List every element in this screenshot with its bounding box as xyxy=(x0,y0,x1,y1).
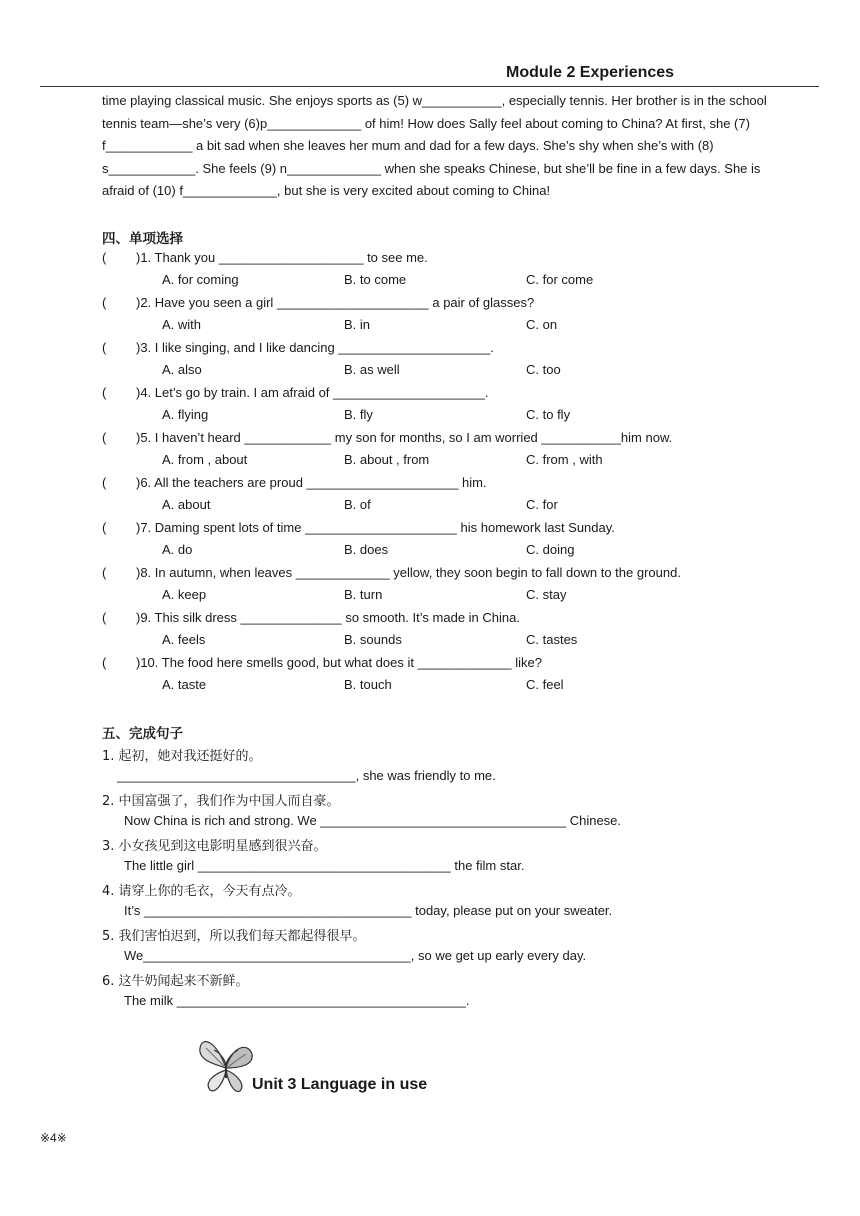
option-b[interactable]: B. turn xyxy=(344,587,383,602)
option-b[interactable]: B. as well xyxy=(344,362,400,377)
question-text: )5. I haven’t heard ____________ my son for months, so I am worried ___________him now. xyxy=(136,430,673,445)
option-b[interactable]: B. touch xyxy=(344,677,392,692)
answer-paren[interactable]: ( xyxy=(102,385,107,400)
answer-paren[interactable]: ( xyxy=(102,655,107,670)
sentence-prompt-chinese: 3. 小女孩见到这电影明星感到很兴奋。 xyxy=(102,839,327,854)
option-a[interactable]: A. about xyxy=(162,497,211,512)
option-c[interactable]: C. doing xyxy=(526,542,575,557)
answer-paren[interactable]: ( xyxy=(102,475,107,490)
question-text: )6. All the teachers are proud _____________________ him. xyxy=(136,475,487,490)
question-text: )3. I like singing, and I like dancing _____________________. xyxy=(136,340,494,355)
question-row xyxy=(102,340,494,355)
question-text: )9. This silk dress ______________ so smooth. It’s made in China. xyxy=(136,610,520,625)
passage-line: f____________ a bit sad when she leaves her mum and dad for a few days. She’s shy when she’s with (8) xyxy=(102,138,714,153)
answer-paren[interactable]: ( xyxy=(102,340,107,355)
option-c[interactable]: C. to fly xyxy=(526,407,571,422)
option-a[interactable]: A. keep xyxy=(162,587,207,602)
passage xyxy=(102,90,818,203)
option-a[interactable]: A. do xyxy=(162,542,193,557)
sentence-prompt-chinese: 1. 起初，她对我还挺好的。 xyxy=(102,749,262,764)
option-c[interactable]: C. for xyxy=(526,497,558,512)
option-b[interactable]: B. fly xyxy=(344,407,373,422)
sentence-answer-line[interactable]: We_____________________________________, so we get up early every day. xyxy=(124,948,587,963)
answer-paren[interactable]: ( xyxy=(102,520,107,535)
option-b[interactable]: B. to come xyxy=(344,272,407,287)
option-b[interactable]: B. sounds xyxy=(344,632,402,647)
sentence-prompt-chinese: 2. 中国富强了，我们作为中国人而自豪。 xyxy=(102,794,340,809)
question-text: )8. In autumn, when leaves _____________ yellow, they soon begin to fall down to the ground. xyxy=(136,565,681,580)
section-title-multiple-choice: 四、单项选择 xyxy=(102,231,183,246)
question-text: )2. Have you seen a girl _____________________ a pair of glasses? xyxy=(136,295,535,310)
page-header-title: Module 2 Experiences xyxy=(506,64,675,81)
sentence-answer-line[interactable]: The little girl ___________________________________ the film star. xyxy=(124,858,525,873)
option-b[interactable]: B. of xyxy=(344,497,371,512)
answer-paren[interactable]: ( xyxy=(102,250,107,265)
sentence-answer-line[interactable]: _________________________________, she was friendly to me. xyxy=(117,768,496,783)
question-text: )1. Thank you ____________________ to see me. xyxy=(136,250,428,265)
passage-line: tennis team—she’s very (6)p_____________ of him! How does Sally feel about coming to China? At first, she (7) xyxy=(102,115,750,131)
sentence-prompt-chinese: 4. 请穿上你的毛衣，今天有点冷。 xyxy=(102,884,301,899)
question-row xyxy=(102,250,428,265)
header-rule xyxy=(40,86,819,87)
option-c[interactable]: C. too xyxy=(526,362,561,377)
option-a[interactable]: A. feels xyxy=(162,632,206,647)
option-a[interactable]: A. taste xyxy=(162,677,207,692)
question-row xyxy=(102,475,487,490)
sentence-answer-line[interactable]: Now China is rich and strong. We __________________________________ Chinese. xyxy=(124,813,622,828)
question-row xyxy=(102,655,542,670)
option-b[interactable]: B. in xyxy=(344,317,371,332)
option-b[interactable]: B. does xyxy=(344,542,389,557)
answer-paren[interactable]: ( xyxy=(102,610,107,625)
answer-paren[interactable]: ( xyxy=(102,295,107,310)
question-row xyxy=(102,520,615,535)
answer-paren[interactable]: ( xyxy=(102,565,107,580)
option-c[interactable]: C. on xyxy=(526,317,558,332)
sentence-answer-line[interactable]: It’s _____________________________________ today, please put on your sweater. xyxy=(124,903,613,918)
sentence-prompt-chinese: 6. 这牛奶闻起来不新鲜。 xyxy=(102,974,249,989)
question-row xyxy=(102,385,488,400)
option-c[interactable]: C. tastes xyxy=(526,632,578,647)
passage-line: afraid of (10) f_____________, but she is very excited about coming to China! xyxy=(102,183,551,198)
option-c[interactable]: C. for come xyxy=(526,272,594,287)
question-row xyxy=(102,610,520,625)
option-a[interactable]: A. for coming xyxy=(162,272,239,287)
passage-line: time playing classical music. She enjoys sports as (5) w___________, especially tennis. Her brother is in the school xyxy=(102,93,767,108)
answer-paren[interactable]: ( xyxy=(102,430,107,445)
sentence-prompt-chinese: 5. 我们害怕迟到，所以我们每天都起得很早。 xyxy=(102,929,366,944)
question-text: )4. Let’s go by train. I am afraid of _____________________. xyxy=(136,385,489,400)
option-a[interactable]: A. also xyxy=(162,362,202,377)
butterfly-icon xyxy=(196,1034,256,1096)
page-number: ※4※ xyxy=(40,1131,67,1145)
option-c[interactable]: C. from , with xyxy=(526,452,603,467)
option-a[interactable]: A. from , about xyxy=(162,452,248,467)
option-c[interactable]: C. stay xyxy=(526,587,567,602)
section-title-complete-sentences: 五、完成句子 xyxy=(102,726,183,741)
question-row xyxy=(102,295,534,310)
sentence-answer-line[interactable]: The milk ________________________________________. xyxy=(124,993,470,1008)
option-b[interactable]: B. about , from xyxy=(344,452,430,467)
question-row xyxy=(102,430,672,445)
passage-line: s____________. She feels (9) n_____________ when she speaks Chinese, but she’ll be fine in a few days. She is xyxy=(102,160,761,176)
question-text: )7. Daming spent lots of time _____________________ his homework last Sunday. xyxy=(136,520,615,535)
question-row xyxy=(102,565,681,580)
question-text: )10. The food here smells good, but what does it _____________ like? xyxy=(136,655,542,670)
option-a[interactable]: A. with xyxy=(162,317,202,332)
option-c[interactable]: C. feel xyxy=(526,677,564,692)
unit-title: Unit 3 Language in use xyxy=(252,1076,428,1093)
option-a[interactable]: A. flying xyxy=(162,407,209,422)
